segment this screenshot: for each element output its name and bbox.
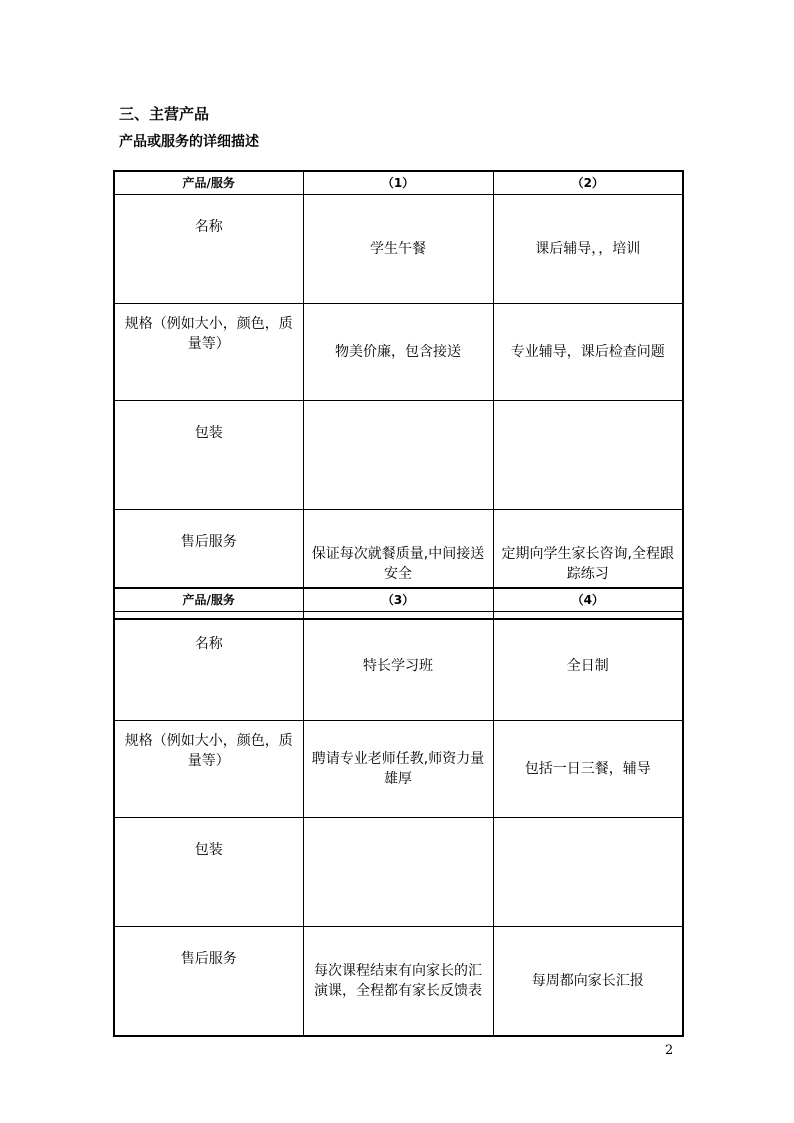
table-cell: 包括一日三餐，辅导 [493,721,683,818]
row-label: 名称 [114,195,303,304]
row-label: 规格（例如大小，颜色，质量等） [114,721,303,818]
table-cell: 特长学习班 [303,612,493,721]
table-cell: 全日制 [493,612,683,721]
section-subtitle: 产品或服务的详细描述 [119,134,259,150]
row-label: 包装 [114,818,303,927]
table-row [114,818,683,927]
row-label: 售后服务 [114,927,303,1037]
header-cell: （1） [303,171,493,195]
table-row [114,721,683,818]
header-cell: （3） [303,588,493,612]
product-table-1 [113,170,684,620]
product-table-2 [113,587,684,1037]
table-cell: 每周都向家长汇报 [493,927,683,1037]
table-row [114,195,683,304]
section-title: 三、主营产品 [119,105,210,123]
table-cell: 定期向学生家长咨询,全程跟踪练习 [493,510,683,620]
table-cell [493,401,683,510]
table-cell: 专业辅导，课后检查问题 [493,304,683,401]
table-cell: 每次课程结束有向家长的汇演课，全程都有家长反馈表 [303,927,493,1037]
row-label: 包装 [114,401,303,510]
table-row [114,401,683,510]
row-label: 售后服务 [114,510,303,620]
table-cell: 聘请专业老师任教,师资力量雄厚 [303,721,493,818]
page-number: 2 [665,1043,674,1058]
table-header-row [114,588,683,612]
table-row [114,612,683,721]
header-cell: 产品/服务 [114,588,303,612]
table-cell [493,818,683,927]
table-cell [303,401,493,510]
table-cell: 学生午餐 [303,195,493,304]
table-cell [303,818,493,927]
table-header-row [114,171,683,195]
table-cell: 物美价廉，包含接送 [303,304,493,401]
table-row [114,304,683,401]
table-row [114,927,683,1037]
header-cell: （4） [493,588,683,612]
row-label: 规格（例如大小，颜色，质量等） [114,304,303,401]
row-label: 名称 [114,612,303,721]
table-cell: 保证每次就餐质量,中间接送安全 [303,510,493,620]
header-cell: （2） [493,171,683,195]
header-cell: 产品/服务 [114,171,303,195]
table-cell: 课后辅导，，培训 [493,195,683,304]
